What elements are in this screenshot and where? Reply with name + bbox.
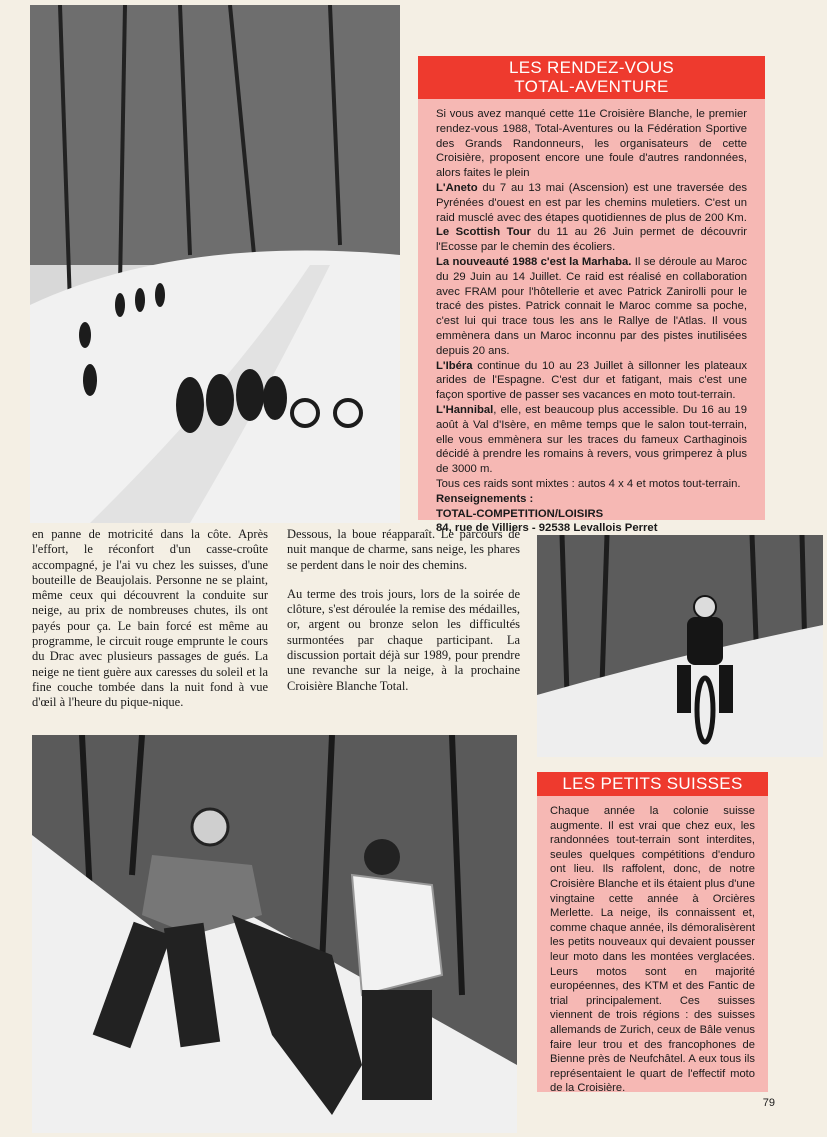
article-col-2: Dessous, la boue réapparaît. Le parcours de nuit manque de charme, sans neige, les phares se perdent dans le noir des chemins. Au terme des trois jours, lors de la soirée de clôture, s'est déroulée la remise des médailles, or, argent ou bronze selon les difficultés surmontées par chaque participant. La discussion portait déjà sur 1989, pour prendre une revanche sur la neige, à la prochaine Croisière Blanche Total. [287, 527, 520, 693]
item-scottish: Le Scottish Tour du 11 au 26 Juin permet de découvrir l'Ecosse par le chemin des écoliers. [436, 226, 747, 254]
item-aneto: L'Aneto du 7 au 13 mai (Ascension) est une traversée des Pyrénées d'ouest en est par les chemins muletiers. C'est un raid musclé avec des étapes quotidiennes de plus de 200 Km. [436, 181, 747, 224]
item-marhaba: La nouveauté 1988 c'est la Marhaba. Il se déroule au Maroc du 29 Juin au 14 Juillet. Ce raid est réalisé en collaboration avec FRAM pour l'hôtellerie et avec Patrick Zanirolli pour le tracé des pistes. Patrick connait le Maroc comme sa poche, c'est lui qui trace tous les ans le Rallye de l'Atlas. Il vous emmènera dans un Maroc inconnu par des pistes inutilisées depuis 20 ans. [436, 255, 747, 357]
rendezvous-box [418, 56, 765, 535]
photo-rider-snow [537, 535, 823, 757]
article-col-1: en panne de motricité dans la côte. Après l'effort, le réconfort d'un casse-croûte accompagné, je l'ai vu chez les suisses, d'une bouteille de Beaujolais. Personne ne se plaint, même ceux qui découvrent la conduite sur neige, au prix de nombreuses chutes, ils ont payés pour ça. Le bain forcé est même au programme, le circuit rouge emprunte le cours du Drac avec plusieurs passages de gués. La neige ne tient guère aux caresses du soleil et la fine couche tombée dans la nuit fond à vue d'œil à l'heure du pique-nique. [32, 527, 268, 710]
contact-org: TOTAL-COMPETITION/LOISIRS [436, 507, 604, 520]
item-ibera: L'Ibéra continue du 10 au 23 Juillet à sillonner les plateaux arides de l'Espagne. C'est dur et fatigant, mais c'est une façon sportive de passer ses vacances en moto tout-terrain. [436, 359, 747, 402]
mixed-note: Tous ces raids sont mixtes : autos 4 x 4 et motos tout-terrain. [436, 477, 741, 490]
rendezvous-intro: Si vous avez manqué cette 11e Croisière Blanche, le premier rendez-vous 1988, Total-Aventures ou la Fédération Sportive des Grands Randonneurs, les organisateurs de cette Croisière, proposent encore une foule d'autres randonnées, alors faites le plein [436, 108, 747, 180]
photo-pushing-motorbike [32, 735, 517, 1133]
suisses-body: Chaque année la colonie suisse augmente. Il est vrai que chez eux, les randonnées tout-terrain sont interdites, seules quelques compétitions d'enduro ont lieu. Ils raffolent, donc, de notre Croisière Blanche et ils étaient plus d'une vingtaine cette année à Orcières Merlette. La neige, ils connaissent et, comme chaque année, ils démoralisèrent les petits nouveaux qui devaient pousser leur moto dans les montées verglacées. Leurs motos sont en majorité européennes, des KTM et des Fantic de trial principalement. Ces suisses viennent de trois régions : des suisses allemands de Zurich, ceux de Bâle venus faire leur trou et des francophones de Bienne près de Neufchâtel. A eux tous ils représentaient le quart de l'effectif moto de la Croisière. [550, 805, 755, 1095]
rendezvous-title: LES RENDEZ-VOUS TOTAL-AVENTURE [418, 56, 765, 99]
suisses-title: LES PETITS SUISSES [537, 772, 768, 796]
contact-label: Renseignements : [436, 492, 534, 505]
contact-address: 84, rue de Villiers - 92538 Levallois Perret [436, 522, 658, 535]
suisses-box [537, 772, 768, 1095]
rendezvous-body [418, 99, 765, 536]
item-hannibal: L'Hannibal, elle, est beaucoup plus accessible. Du 16 au 19 août à Val d'Isère, en même temps que le salon tout-terrain, elle vous emmènera sur les traces du fameux Carthaginois décidé à prendre les romains à revers, vous grimperez à plus de 3000 m. [436, 403, 747, 476]
page-number: 79 [762, 1097, 775, 1109]
photo-snow-forest-group [30, 5, 400, 523]
